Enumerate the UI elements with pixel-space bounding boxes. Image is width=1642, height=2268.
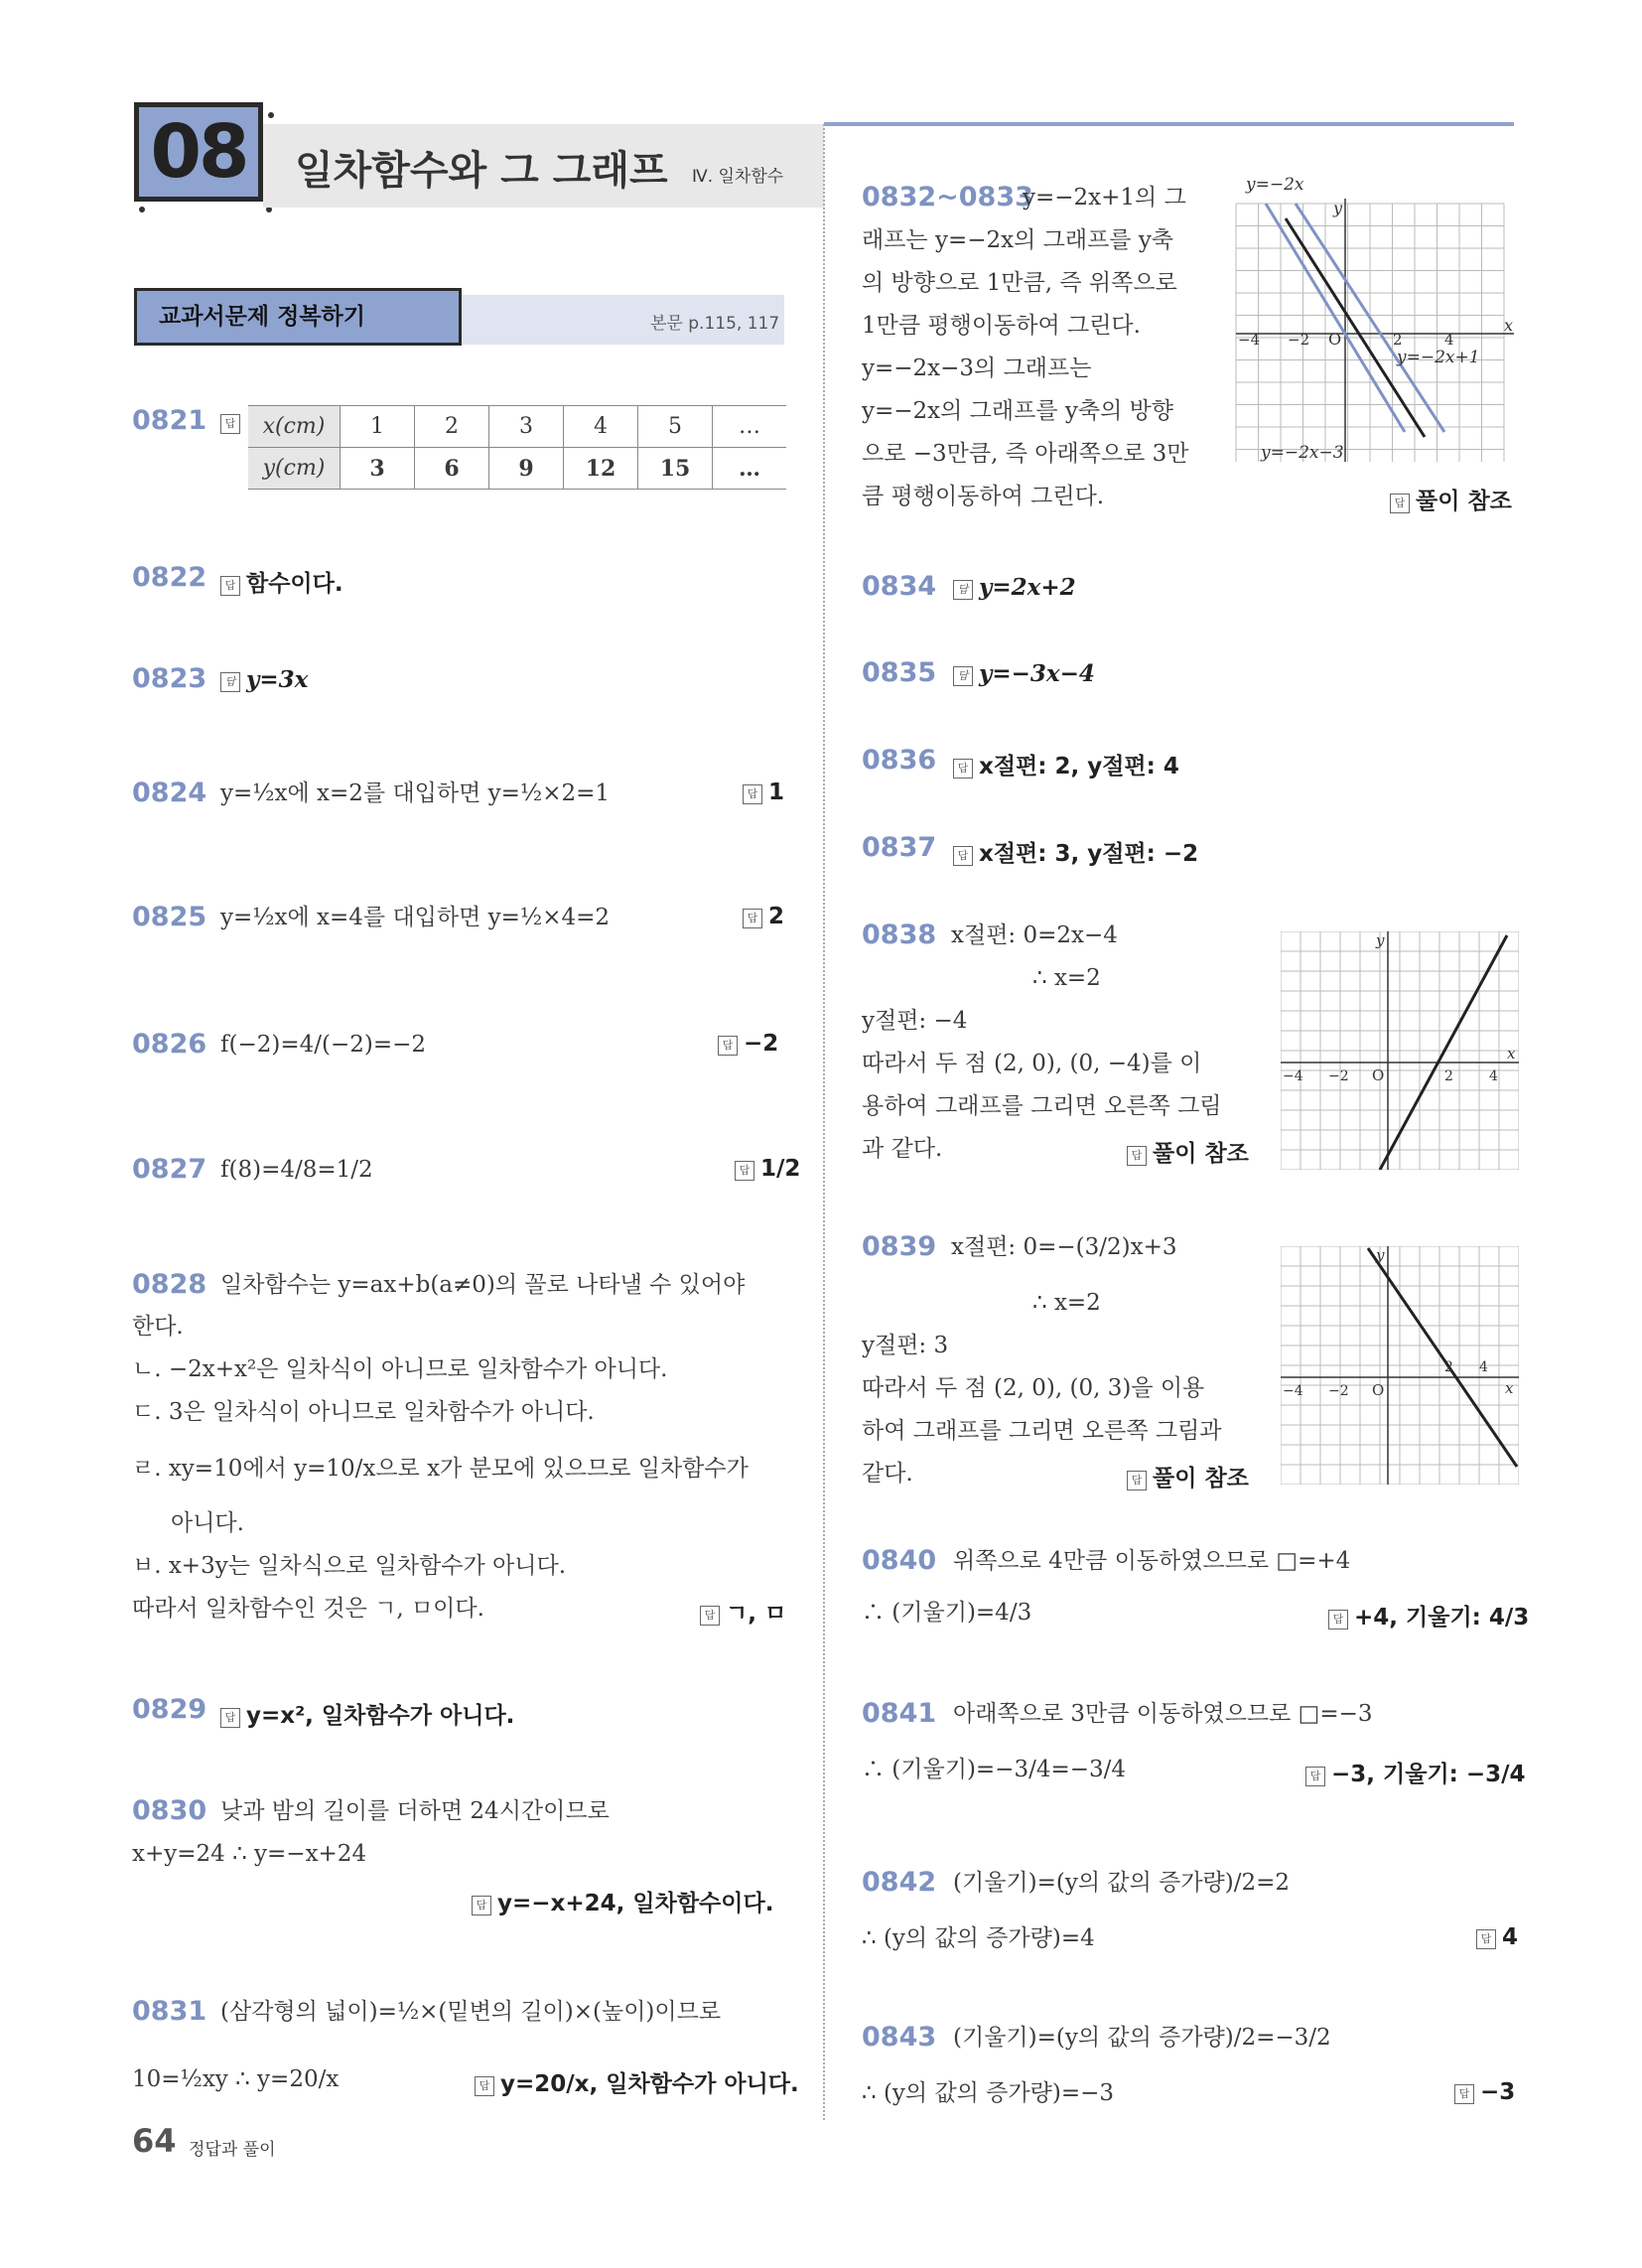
line-y-neg1.5x-plus3 <box>1368 1248 1517 1467</box>
answer: 답 −2 <box>718 1031 778 1057</box>
answer: 답 −3, 기울기: −3/4 <box>1305 1756 1526 1788</box>
solution-line: x절편: 0=2x−4 <box>951 922 1118 948</box>
answer: 답 4 <box>1476 1924 1518 1950</box>
solution-line: (삼각형의 넓이)=½×(밑변의 길이)×(높이)이므로 <box>220 1999 722 2025</box>
solution-line: 으로 −3만큼, 즉 아래쪽으로 3만 <box>862 441 1189 467</box>
table-cell: 12 <box>564 448 638 490</box>
table-cell: 9 <box>489 448 564 490</box>
solution-line: y=−2x의 그래프를 y축의 방향 <box>862 398 1174 424</box>
table-cell: 5 <box>638 406 713 448</box>
tick-label: 2 <box>1444 1068 1453 1084</box>
solution-line: 의 방향으로 1만큼, 즉 위쪽으로 <box>862 270 1177 296</box>
answer: 답 +4, 기울기: 4/3 <box>1328 1599 1529 1631</box>
solution-line: ∴ x=2 <box>1032 1290 1101 1316</box>
tick-label: −2 <box>1328 1068 1349 1084</box>
solution-line: 같다. <box>862 1461 913 1487</box>
problem-number: 0841 <box>862 1698 937 1729</box>
solution-line: ∴ x=2 <box>1032 965 1101 991</box>
problem-number: 0835 <box>862 657 937 688</box>
unit-label: Ⅳ. 일차함수 <box>692 167 784 187</box>
solution-line: y절편: 3 <box>862 1333 949 1358</box>
tick-label: −2 <box>1288 331 1310 349</box>
origin-label: O <box>1372 1381 1385 1399</box>
solution-line: y=−2x−3의 그래프는 <box>862 355 1092 381</box>
problem-number: 0829 <box>132 1694 207 1725</box>
answer: 답 1/2 <box>735 1156 800 1182</box>
graph-label: y=−2x−3 <box>1261 443 1344 463</box>
problem-number: 0838 <box>862 920 937 950</box>
axis-label-x: x <box>1507 1045 1516 1063</box>
problem-number: 0837 <box>862 832 937 863</box>
solution-line: 과 같다. <box>862 1136 943 1162</box>
chapter-number: 08 <box>150 109 247 195</box>
graph-label: y=−2x+1 <box>1397 348 1480 367</box>
solution-line: 따라서 두 점 (2, 0), (0, 3)을 이용 <box>862 1375 1205 1401</box>
solution-line: ∴ (y의 값의 증가량)=−3 <box>862 2080 1114 2106</box>
answer: 답 풀이 참조 <box>1390 483 1512 515</box>
tick-label: 4 <box>1444 331 1454 349</box>
solution-line: 하여 그래프를 그리면 오른쪽 그림과 <box>862 1418 1222 1444</box>
solution-line: ㄹ. xy=10에서 y=10/x으로 x가 분모에 있으므로 일차함수가 <box>132 1456 749 1482</box>
answer: 답 2 <box>743 904 784 929</box>
top-rule <box>824 122 1514 126</box>
problem-number: 0821 <box>132 405 207 436</box>
axis-label-y: y <box>1376 1246 1385 1264</box>
tick-label: 2 <box>1393 331 1403 349</box>
line-y-2x-minus4 <box>1380 935 1507 1170</box>
table-cell: 2 <box>415 406 489 448</box>
footer-label: 정답과 풀이 <box>189 2140 276 2160</box>
solution-line: 따라서 두 점 (2, 0), (0, −4)를 이 <box>862 1051 1202 1076</box>
solution-line: (기울기)=(y의 값의 증가량)/2=−3/2 <box>953 2025 1331 2051</box>
solution-line: ∴ (y의 값의 증가량)=4 <box>862 1925 1095 1951</box>
axis-label-y: y <box>1333 199 1343 217</box>
solution-line: x+y=24 ∴ y=−x+24 <box>132 1841 367 1867</box>
graph-0838 <box>1281 931 1519 1170</box>
graph-label: y=−2x <box>1246 175 1304 195</box>
tick-label: −2 <box>1328 1383 1349 1399</box>
solution-line: x절편: 0=−(3/2)x+3 <box>951 1234 1177 1260</box>
column-divider <box>823 124 825 2120</box>
solution-line: ㅂ. x+3y는 일차식으로 일차함수가 아니다. <box>132 1553 567 1579</box>
axis-label-y: y <box>1376 931 1385 949</box>
solution-line: ㄴ. −2x+x²은 일차식이 아니므로 일차함수가 아니다. <box>132 1356 668 1382</box>
page-title: 일차함수와 그 그래프 <box>295 148 668 194</box>
page-number: 64 <box>132 2122 177 2160</box>
problem-number: 0827 <box>132 1154 207 1185</box>
table-cell: … <box>713 406 787 448</box>
table-cell: 15 <box>638 448 713 490</box>
solution-line: 낮과 밤의 길이를 더하면 24시간이므로 <box>220 1798 610 1824</box>
solution-text: y=½x에 x=4를 대입하면 y=½×4=2 <box>220 905 611 930</box>
solution-text: f(8)=4/8=1/2 <box>220 1157 373 1183</box>
origin-label: O <box>1328 330 1342 349</box>
answer: 답 y=−x+24, 일차함수이다. <box>472 1885 773 1917</box>
graph-0832 <box>1226 174 1524 472</box>
solution-line: 큼 평행이동하여 그린다. <box>862 484 1105 509</box>
problem-number: 0839 <box>862 1231 937 1262</box>
solution-line: 위쪽으로 4만큼 이동하였으므로 □=+4 <box>953 1548 1351 1574</box>
tick-label: 2 <box>1444 1359 1453 1375</box>
table-cell: 6 <box>415 448 489 490</box>
graph-0839 <box>1281 1246 1519 1485</box>
tick-label: −4 <box>1283 1068 1303 1084</box>
answer: 답 −3 <box>1454 2079 1515 2105</box>
answer: 답 y=−3x−4 <box>953 660 1095 687</box>
solution-line: 따라서 일차함수인 것은 ㄱ, ㅁ이다. <box>132 1596 484 1622</box>
tick-label: −4 <box>1283 1383 1303 1399</box>
solution-line: 래프는 y=−2x의 그래프를 y축 <box>862 227 1174 253</box>
problem-number: 0822 <box>132 562 207 593</box>
problem-number: 0830 <box>132 1795 207 1826</box>
tick-label: −4 <box>1238 331 1261 349</box>
axis-label-x: x <box>1504 316 1514 335</box>
problem-number: 0836 <box>862 745 937 776</box>
problem-number: 0843 <box>862 2022 937 2053</box>
answer: 답 1 <box>743 780 784 805</box>
tick-label: 4 <box>1489 1068 1498 1084</box>
table-cell: x(cm) <box>248 406 341 448</box>
solution-line: 일차함수는 y=ax+b(a≠0)의 꼴로 나타낼 수 있어야 <box>220 1272 746 1298</box>
solution-line: ㄷ. 3은 일차식이 아니므로 일차함수가 아니다. <box>132 1399 595 1425</box>
solution-line: ∴ (기울기)=−3/4=−3/4 <box>862 1757 1127 1782</box>
table-cell: 3 <box>341 448 415 490</box>
xy-table <box>248 405 786 490</box>
answer: 답 풀이 참조 <box>1127 1460 1249 1492</box>
solution-line: 1만큼 평행이동하여 그린다. <box>862 313 1141 339</box>
problem-number: 0840 <box>862 1545 937 1576</box>
table-cell: 4 <box>564 406 638 448</box>
solution-line: (기울기)=(y의 값의 증가량)/2=2 <box>953 1870 1291 1896</box>
solution-line: 아래쪽으로 3만큼 이동하였으므로 □=−3 <box>953 1701 1373 1727</box>
decor-dot <box>139 207 145 213</box>
section-label: 교과서문제 정복하기 <box>159 304 365 330</box>
solution-line: 용하여 그래프를 그리면 오른쪽 그림 <box>862 1093 1222 1119</box>
line-y-neg2x-minus3 <box>1266 204 1405 432</box>
answer: 답 풀이 참조 <box>1127 1135 1249 1168</box>
problem-number: 0823 <box>132 663 207 694</box>
solution-text: f(−2)=4/(−2)=−2 <box>220 1032 427 1058</box>
answer: 답 y=3x <box>220 666 308 693</box>
solution-line: y=−2x+1의 그 <box>1023 185 1186 211</box>
problem-number: 0826 <box>132 1029 207 1060</box>
problem-number: 0842 <box>862 1867 937 1898</box>
answer: 답 x절편: 2, y절편: 4 <box>953 748 1179 780</box>
axis-label-x: x <box>1505 1379 1514 1397</box>
solution-text: y=½x에 x=2를 대입하면 y=½×2=1 <box>220 780 611 806</box>
solution-line: ∴ (기울기)=4/3 <box>862 1600 1032 1626</box>
answer: 답 함수이다. <box>220 565 343 598</box>
problem-number: 0831 <box>132 1996 207 2027</box>
answer: 답 y=20/x, 일차함수가 아니다. <box>475 2065 799 2098</box>
table-cell: … <box>713 448 787 490</box>
answer: 답 y=x², 일차함수가 아니다. <box>220 1697 514 1730</box>
answer-mark: 답 <box>220 409 246 435</box>
table-cell: 1 <box>341 406 415 448</box>
table-cell: 3 <box>489 406 564 448</box>
decor-dot <box>268 112 274 118</box>
solution-line: 아니다. <box>171 1510 244 1536</box>
answer: 답 x절편: 3, y절편: −2 <box>953 835 1198 868</box>
problem-number: 0824 <box>132 778 207 808</box>
solution-line: y절편: −4 <box>862 1008 968 1034</box>
page-reference: 본문 p.115, 117 <box>650 314 780 334</box>
solution-line: 한다. <box>132 1314 184 1340</box>
solution-line: 10=½xy ∴ y=20/x <box>132 2066 340 2092</box>
answer: 답 y=2x+2 <box>953 574 1076 601</box>
problem-number: 0832~0833 <box>862 182 1033 213</box>
problem-number: 0828 <box>132 1269 207 1300</box>
tick-label: 4 <box>1479 1359 1488 1375</box>
table-cell: y(cm) <box>248 448 341 490</box>
problem-number: 0834 <box>862 571 937 602</box>
origin-label: O <box>1372 1066 1385 1084</box>
problem-number: 0825 <box>132 902 207 932</box>
answer: 답 ㄱ, ㅁ <box>700 1595 786 1628</box>
chapter-box <box>134 102 263 202</box>
